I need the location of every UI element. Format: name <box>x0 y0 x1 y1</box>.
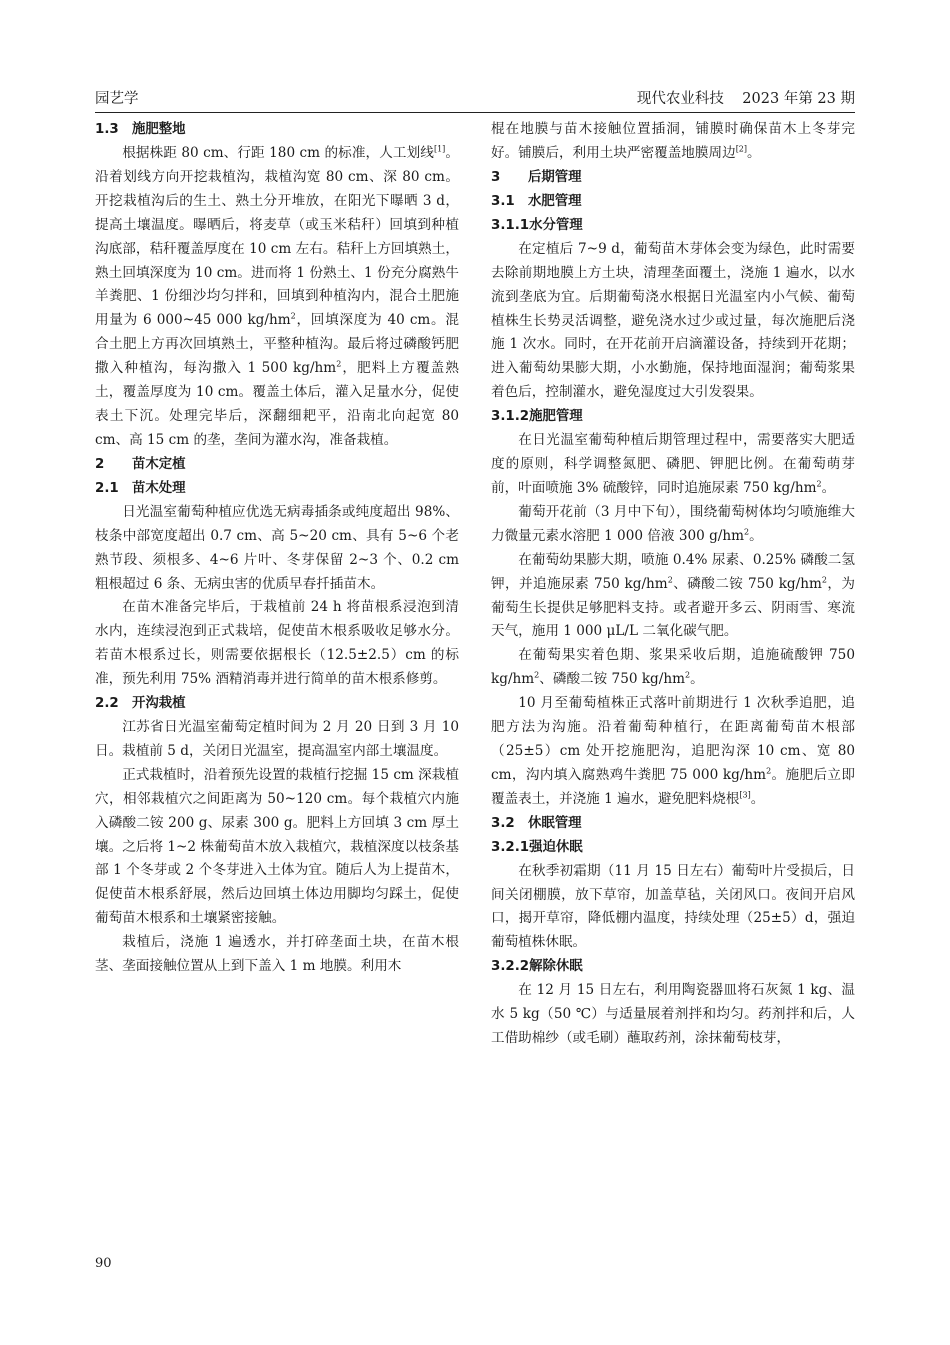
citation: [3] <box>739 790 751 800</box>
journal-section: 园艺学 <box>95 91 139 107</box>
journal-issue-info: 现代农业科技 2023 年第 23 期 <box>636 91 855 107</box>
section-heading-1-3: 1.3 施肥整地 <box>95 122 186 137</box>
running-header <box>95 86 855 112</box>
paragraph: 在苗木准备完毕后，于栽植前 24 h 将苗根系浸泡到清水内，连续浸泡到正式栽培，促使苗木根系吸收足够水分。若苗木根系过长，则需要依据根长（12.5±2.5）cm 的标准，预先利用 75% 酒精消毒并进行简单的苗木根系修剪。 <box>95 599 459 688</box>
left-column <box>95 118 459 979</box>
paragraph: 在葡萄幼果膨大期，喷施 0.4% 尿素、0.25% 磷酸二氢钾，并追施尿素 750 $kg/hm^2$、磷酸二铵 750 $kg/hm^2$，为葡萄生长提供足够肥料支持。或者避开多云、阴雨雪、寒流天气，施用 1 000 μL/L 二氧化碳气肥。 <box>491 551 855 640</box>
paragraph: 根据株距 80 cm、行距 180 cm 的标准，人工划线[1]。沿着划线方向开挖栽植沟，栽植沟宽 80 cm、深 80 cm。开挖栽植沟后的生土、熟土分开堆放，在阳光下曝晒 3 d，提高土壤温度。曝晒后，将麦草（或玉米秸秆）回填到种植沟底部，秸秆覆盖厚度在 10 cm 左右。秸秆上方回填熟土，熟土回填深度为 10 cm。进而将 1 份熟土、1 份充分腐熟牛羊粪肥、1 份细沙均匀拌和，回填到种植沟内，混合土肥施用量为 6 000~45 000 $kg/hm^2$，回填深度为 40 cm。混合土肥上方再次回填熟土，平整种植沟。最后将过磷酸钙肥撒入种植沟，每沟撒入 1 500 $kg/hm^2$，肥料上方覆盖熟土，覆盖厚度为 10 cm。覆盖土体后，灌入足量水分，促使表土下沉。处理完毕后，深翻细耙平，沿南北向起宽 80 cm、高 15 cm 的垄，垄间为灌水沟，准备栽植。 <box>95 144 460 448</box>
paragraph: 在秋季初霜期（11 月 15 日左右）葡萄叶片受损后，日间关闭棚膜，放下草帘，加盖草毡，关闭风口。夜间开启风口，揭开草帘，降低棚内温度，持续处理（25±5）d，强迫葡萄植株休眠。 <box>491 862 855 951</box>
section-heading-3-2-2: 3.2.2解除休眠 <box>491 959 583 975</box>
section-heading-3-1-1: 3.1.1水分管理 <box>491 217 583 233</box>
section-heading-3-1-2: 3.1.2施肥管理 <box>491 409 583 425</box>
paragraph: 正式栽植时，沿着预先设置的栽植行挖掘 15 cm 深栽植穴，相邻栽植穴之间距离为 50~120 cm。每个栽植穴内施入磷酸二铵 200 g、尿素 300 g。肥料上方回填 3 cm 厚土壤。之后将 1~2 株葡萄苗木放入栽植穴，栽植深度以枝条基部 1 个冬芽或 2 个冬芽进入土体为宜。随后人为上提苗木，促使苗木根系舒展，然后边回填土体边用脚均匀踩土，促使葡萄苗木根系和土壤紧密接触。 <box>95 766 459 927</box>
paragraph: 在 12 月 15 日左右，利用陶瓷器皿将石灰氮 1 kg、温水 5 kg（50 ℃）与适量展着剂拌和均匀。药剂拌和后，人工借助棉纱（或毛刷）蘸取药剂，涂抹葡萄枝芽， <box>491 982 855 1047</box>
section-heading-3: 3 后期管理 <box>491 169 582 185</box>
section-heading-2-2: 2.2 开沟栽植 <box>95 696 186 712</box>
section-heading-3-2-1: 3.2.1强迫休眠 <box>491 839 583 855</box>
paragraph-continued: 棍在地膜与苗木接触位置插洞，铺膜时确保苗木上冬芽完好。铺膜后，利用土块严密覆盖地膜周边[2]。 <box>491 121 855 161</box>
paragraph: 10 月至葡萄植株正式落叶前期进行 1 次秋季追肥，追肥方法为沟施。沿着葡萄种植行，在距离葡萄苗木根部（25±5）cm 处开挖施肥沟，追肥沟深 10 cm、宽 80 cm，沟内填入腐熟鸡牛粪肥 75 000 $kg/hm^2$。施肥后立即覆盖表土，并浇施 1 遍水，避免肥料烧根[3]。 <box>491 695 856 807</box>
paragraph: 在定植后 7~9 d，葡萄苗木芽体会变为绿色，此时需要去除前期地膜上方土块，清理垄面覆土，浇施 1 遍水，以水流到垄底为宜。后期葡萄浇水根据日光温室内小气候、葡萄植株生长势灵活调整，避免浇水过少或过量，每次施肥后浇施 1 次水。同时，在开花前开启滴灌设备，持续到开花期；进入葡萄幼果膨大期，小水勤施，保持地面湿润；葡萄浆果着色后，控制灌水，避免湿度过大引发裂果。 <box>491 240 855 401</box>
paragraph: 江苏省日光温室葡萄定植时间为 2 月 20 日到 3 月 10 日。栽植前 5 d，关闭日光温室，提高温室内部土壤温度。 <box>95 719 459 759</box>
right-column <box>491 118 855 1051</box>
citation: [1] <box>433 144 446 154</box>
citation: [2] <box>735 144 748 154</box>
paragraph: 日光温室葡萄种植应优选无病毒插条或纯度超出 98%、枝条中部宽度超出 0.7 cm、高 5~20 cm、具有 5~6 个老熟节段、须根多、4~6 片叶、冬芽保留 2~3 个、0.2 cm 粗根超过 6 条、无病虫害的优质早春扦插苗木。 <box>95 503 459 592</box>
paragraph: 葡萄开花前（3 月中下旬），围绕葡萄树体均匀喷施维大力微量元素水溶肥 1 000 倍液 300 $g/hm^2$。 <box>491 503 855 544</box>
paragraph: 在日光温室葡萄种植后期管理过程中，需要落实大肥适度的原则，科学调整氮肥、磷肥、钾肥比例。在葡萄萌芽前，叶面喷施 3% 硫酸锌，同时追施尿素 750 $kg/hm^2$。 <box>491 432 855 496</box>
section-heading-2: 2 苗木定植 <box>95 456 186 472</box>
section-heading-3-2: 3.2 休眠管理 <box>491 815 582 831</box>
section-heading-2-1: 2.1 苗木处理 <box>95 480 186 496</box>
section-heading-3-1: 3.1 水肥管理 <box>491 193 582 209</box>
paragraph: 栽植后，浇施 1 遍透水，并打碎垄面土块，在苗木根茎、垄面接触位置从上到下盖入 1 m 地膜。利用木 <box>95 934 459 975</box>
paragraph: 在葡萄果实着色期、浆果采收后期，追施硫酸钾 750 $kg/hm^2$、磷酸二铵 750 $kg/hm^2$。 <box>491 647 855 688</box>
page-number: 90 <box>95 1256 112 1271</box>
header-rule <box>95 112 855 113</box>
